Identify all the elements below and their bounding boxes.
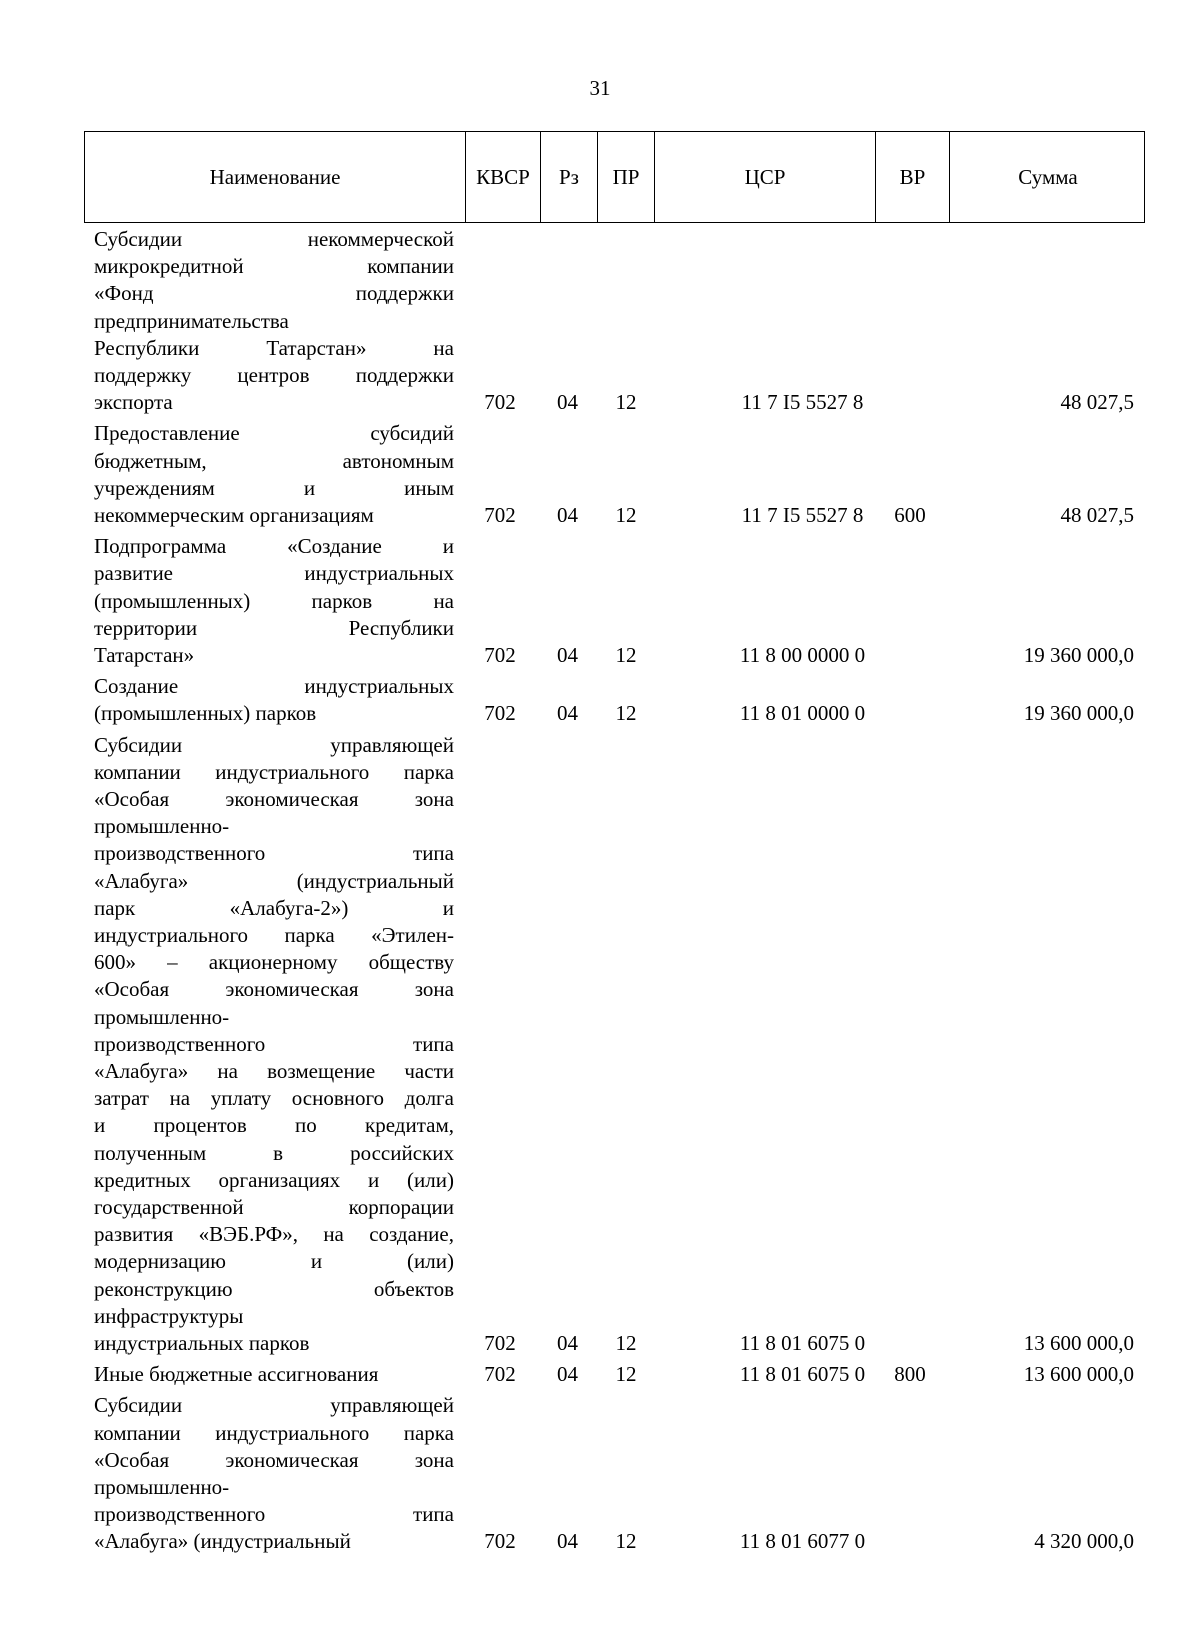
row-name-line: территории Республики	[94, 615, 454, 640]
table-row	[0, 1361, 1200, 1392]
row-name-line: микрокредитной компании	[94, 254, 454, 279]
row-name-line: Субсидии управляющей	[94, 732, 454, 757]
row-name-line: парк «Алабуга-2») и	[94, 895, 454, 920]
row-kvsr: 702	[484, 390, 516, 415]
row-name-line: производственного типа	[94, 841, 454, 866]
row-name	[94, 732, 454, 1358]
row-name-line: полученным в российских	[94, 1140, 454, 1165]
row-name-line: индустриального парка «Этилен-	[94, 923, 454, 947]
row-name-line: компании индустриального парка	[94, 759, 454, 784]
row-name-line: реконструкцию объектов	[94, 1276, 454, 1301]
row-name-line: Субсидии некоммерческой	[94, 227, 454, 251]
header-vr: ВР	[875, 132, 949, 222]
header-kvsr: КВСР	[465, 132, 540, 222]
row-name-line: промышленно-	[94, 814, 230, 839]
row-sum: 48 027,5	[1060, 502, 1134, 527]
table-row	[0, 673, 1200, 731]
row-name-line: Татарстан»	[94, 643, 195, 667]
row-name-line: производственного типа	[94, 1031, 454, 1056]
row-name	[94, 420, 454, 529]
row-kvsr: 702	[484, 1529, 516, 1554]
row-name-line: Создание индустриальных	[94, 674, 454, 699]
row-name-line: государственной корпорации	[94, 1195, 454, 1220]
row-sum: 19 360 000,0	[1023, 642, 1134, 667]
row-name-line: «Алабуга» (индустриальный	[94, 868, 454, 893]
row-name-line: Подпрограмма «Создание и	[94, 534, 454, 559]
row-pr: 12	[615, 1529, 637, 1554]
row-pr: 12	[615, 701, 637, 726]
row-name-line: «Особая экономическая зона	[94, 1447, 454, 1472]
row-name-line: (промышленных) парков на	[94, 588, 454, 613]
row-vr: 800	[894, 1362, 926, 1387]
row-name-line: промышленно-	[94, 1004, 230, 1029]
row-name	[94, 533, 454, 669]
header-sum: Сумма	[949, 132, 1146, 222]
header-rz: Рз	[540, 132, 597, 222]
row-sum: 4 320 000,0	[1034, 1529, 1134, 1554]
row-kvsr: 702	[484, 642, 516, 667]
row-name-line: бюджетным, автономным	[94, 448, 454, 473]
header-pr: ПР	[597, 132, 654, 222]
row-sum: 13 600 000,0	[1023, 1330, 1134, 1355]
table-row	[0, 420, 1200, 533]
table-header	[84, 131, 1145, 223]
table-body	[0, 226, 1200, 1560]
row-name-line: «Особая экономическая зона	[94, 786, 454, 811]
row-name	[94, 673, 454, 727]
row-pr: 12	[615, 642, 637, 667]
row-name-line: «Алабуга» на возмещение части	[94, 1059, 454, 1084]
row-name-line: «Алабуга» (индустриальный	[94, 1529, 351, 1554]
row-name-line: 600» – акционерному обществу	[94, 950, 454, 975]
table-row	[0, 1392, 1200, 1559]
row-csr: 11 7 I5 5527 8	[741, 390, 864, 415]
header-csr: ЦСР	[654, 132, 875, 222]
table-row	[0, 226, 1200, 420]
row-kvsr: 702	[484, 701, 516, 726]
row-name-line: инфраструктуры	[94, 1303, 244, 1328]
row-pr: 12	[615, 1330, 637, 1355]
row-name-line: индустриальных парков	[94, 1331, 310, 1356]
row-name-line: развития «ВЭБ.РФ», на создание,	[94, 1222, 454, 1247]
table-row	[0, 732, 1200, 1362]
row-name-line: и процентов по кредитам,	[94, 1113, 454, 1138]
row-name-line: Субсидии управляющей	[94, 1393, 454, 1418]
row-name-line: некоммерческим организациям	[94, 503, 374, 527]
table-row	[0, 533, 1200, 673]
row-name-line: «Фонд поддержки	[94, 281, 454, 306]
row-name	[94, 1361, 454, 1388]
row-name-line: развитие индустриальных	[94, 561, 454, 586]
row-rz: 04	[557, 1330, 578, 1355]
row-pr: 12	[615, 390, 637, 415]
row-rz: 04	[557, 1362, 578, 1387]
page-number: 31	[589, 76, 611, 100]
row-name-line: учреждениям и иным	[94, 475, 454, 500]
row-sum: 48 027,5	[1060, 390, 1134, 415]
row-name-line: промышленно-	[94, 1474, 230, 1499]
row-name-line: экспорта	[94, 390, 173, 415]
row-rz: 04	[557, 502, 578, 527]
row-name-line: затрат на уплату основного долга	[94, 1086, 454, 1111]
row-name-line: модернизацию и (или)	[94, 1249, 454, 1274]
row-pr: 12	[615, 502, 637, 527]
row-name-line: Иные бюджетные ассигнования	[94, 1362, 379, 1387]
row-sum: 13 600 000,0	[1023, 1362, 1134, 1387]
row-csr: 11 8 01 6075 0	[739, 1330, 866, 1355]
row-csr: 11 8 00 0000 0	[739, 642, 866, 667]
row-name-line: кредитных организациях и (или)	[94, 1167, 454, 1192]
row-name-line: компании индустриального парка	[94, 1420, 454, 1445]
row-kvsr: 702	[484, 1330, 516, 1355]
row-rz: 04	[557, 642, 578, 667]
row-rz: 04	[557, 701, 578, 726]
row-name-line: Предоставление субсидий	[94, 421, 454, 446]
row-csr: 11 7 I5 5527 8	[741, 502, 864, 527]
row-name-line: (промышленных) парков	[94, 701, 317, 726]
row-name-line: производственного типа	[94, 1502, 454, 1527]
row-name-line: предпринимательства	[94, 308, 289, 333]
row-rz: 04	[557, 390, 578, 415]
header-name: Наименование	[209, 164, 341, 189]
row-name-line: поддержку центров поддержки	[94, 363, 454, 388]
row-kvsr: 702	[484, 1362, 516, 1387]
row-sum: 19 360 000,0	[1023, 701, 1134, 726]
row-kvsr: 702	[484, 502, 516, 527]
row-rz: 04	[557, 1529, 578, 1554]
row-csr: 11 8 01 0000 0	[739, 701, 866, 726]
row-pr: 12	[615, 1362, 637, 1387]
row-vr: 600	[894, 502, 926, 527]
row-name	[94, 1392, 454, 1555]
row-name-line: «Особая экономическая зона	[94, 977, 454, 1002]
row-name-line: Республики Татарстан» на	[94, 335, 454, 360]
row-csr: 11 8 01 6075 0	[739, 1362, 866, 1387]
row-csr: 11 8 01 6077 0	[739, 1529, 866, 1554]
row-name	[94, 226, 454, 416]
